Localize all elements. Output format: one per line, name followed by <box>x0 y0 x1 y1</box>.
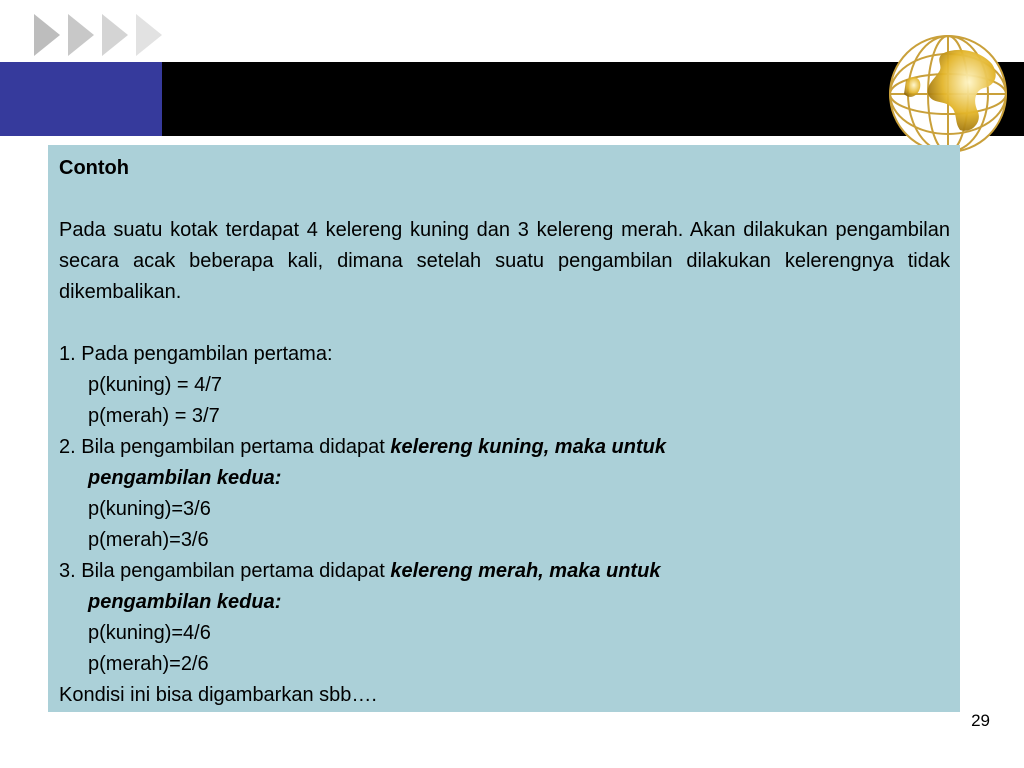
header-band-blue <box>0 62 162 136</box>
item1-merah: p(merah) = 3/7 <box>88 405 220 427</box>
conclusion-text: Kondisi ini bisa digambarkan sbb…. <box>59 684 377 706</box>
intro-paragraph: Pada suatu kotak terdapat 4 kelereng kuning dan 3 kelereng merah. Akan dilakukan pengambilan secara acak beberapa kali, dimana setelah suatu pengambilan dilakukan kelerengnya tidak dikembalikan. <box>59 219 950 303</box>
item3-kuning: p(kuning)=4/6 <box>88 622 211 644</box>
globe-icon <box>884 30 1012 158</box>
item2-emphasis-a: kelereng kuning, maka untuk <box>390 436 666 458</box>
content-box <box>48 145 960 712</box>
item3-emphasis-a: kelereng merah, maka untuk <box>390 560 661 582</box>
chevron-arrows-icon <box>34 14 174 56</box>
item1-title: 1. Pada pengambilan pertama: <box>59 343 333 365</box>
item3-emphasis-b: pengambilan kedua: <box>88 591 282 613</box>
item2-prefix: 2. Bila pengambilan pertama didapat <box>59 436 391 458</box>
slide-heading: Contoh <box>59 157 129 179</box>
item2-emphasis-b: pengambilan kedua: <box>88 467 282 489</box>
item3-prefix: 3. Bila pengambilan pertama didapat <box>59 560 391 582</box>
item1-kuning: p(kuning) = 4/7 <box>88 374 222 396</box>
item2-merah: p(merah)=3/6 <box>88 529 209 551</box>
item3-merah: p(merah)=2/6 <box>88 653 209 675</box>
page-number: 29 <box>971 711 990 730</box>
item3-line <box>59 556 950 587</box>
item2-line <box>59 432 950 463</box>
item2-kuning: p(kuning)=3/6 <box>88 498 211 520</box>
